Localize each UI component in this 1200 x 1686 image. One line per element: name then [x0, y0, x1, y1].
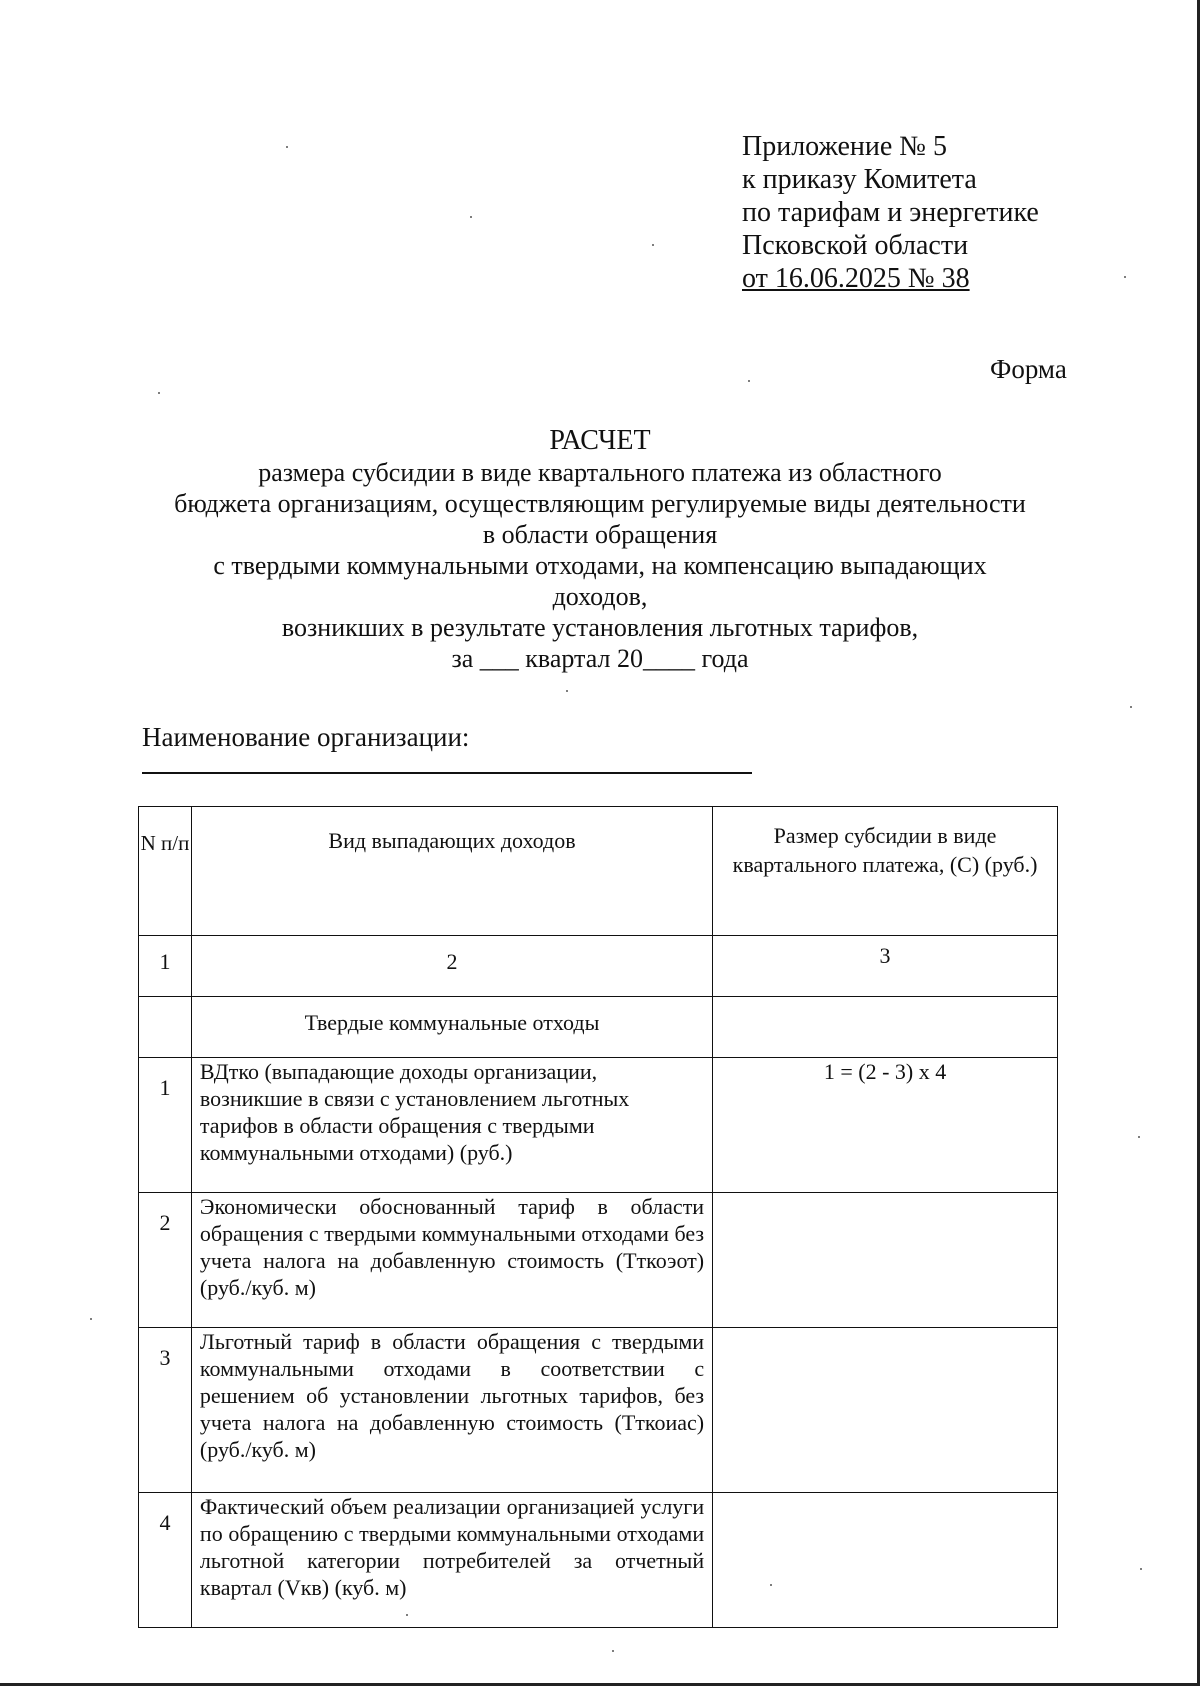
title-heading: РАСЧЕТ	[549, 425, 651, 456]
row-formula	[713, 1058, 1058, 1193]
scan-speck	[1124, 276, 1126, 278]
table-row	[139, 1493, 1058, 1628]
formula-text: 1 = (2 - 3) x 4	[823, 1059, 947, 1084]
section-empty-cell	[139, 997, 192, 1058]
table-row	[139, 1328, 1058, 1493]
title-line: возникших в результате установления льготных тарифов,	[281, 613, 919, 642]
column-number-3: 3	[713, 936, 1058, 997]
organization-label: Наименование организации:	[142, 722, 470, 752]
title-line: в области обращения	[482, 520, 718, 549]
approval-date-number: от 16.06.2025 № 38	[742, 263, 970, 294]
row-number: 2	[139, 1193, 192, 1328]
row-number: 3	[139, 1328, 192, 1493]
table-header-row	[139, 807, 1058, 936]
title-line: бюджета организациям, осуществляющим регулируемые виды деятельности	[174, 489, 1026, 518]
organization-blank-line	[142, 772, 752, 774]
approval-line: к приказу Комитета	[742, 164, 977, 195]
scan-speck	[770, 1584, 772, 1586]
scan-speck	[158, 392, 160, 394]
scan-speck	[748, 380, 750, 382]
header-number: N п/п	[139, 807, 192, 936]
row-number: 1	[139, 1058, 192, 1193]
section-title: Твердые коммунальные отходы	[191, 997, 712, 1058]
approval-line: Псковской области	[742, 230, 969, 261]
approval-line: Приложение № 5	[742, 131, 947, 162]
scan-speck	[470, 216, 472, 218]
row-number: 4	[139, 1493, 192, 1628]
row-description: Экономически обоснованный тариф в области обращения с твердыми коммунальными отходами без учета налога на добавленную стоимость (Тткоэот) (руб./куб. м)	[191, 1193, 712, 1328]
scan-speck	[1130, 706, 1132, 708]
approval-block	[742, 130, 1039, 295]
row-value-empty	[713, 1193, 1058, 1328]
section-empty-cell	[713, 997, 1058, 1058]
scan-speck	[566, 690, 568, 692]
title-line: с твердыми коммунальными отходами, на компенсацию выпадающих	[213, 551, 987, 580]
scan-speck	[90, 1318, 92, 1320]
column-number-2: 2	[191, 936, 712, 997]
scan-speck	[286, 146, 288, 148]
scan-speck	[1138, 1136, 1140, 1138]
title-line: за ___ квартал 20____ года	[451, 644, 749, 673]
approval-line: по тарифам и энергетике	[742, 197, 1039, 228]
row-description: Льготный тариф в области обращения с твердыми коммунальными отходами в соответствии с решением об установлении льготных тарифов, без учета налога на добавленную стоимость (Тткоиас) (руб./куб. м)	[191, 1328, 712, 1493]
row-value-empty	[713, 1328, 1058, 1493]
subsidy-table	[138, 806, 1058, 1628]
header-income-type: Вид выпадающих доходов	[191, 807, 712, 936]
scan-speck	[406, 1614, 408, 1616]
scan-speck	[1140, 1568, 1142, 1570]
scan-speck	[612, 1650, 614, 1652]
form-label: Форма	[990, 354, 1067, 384]
table-row	[139, 1058, 1058, 1193]
header-subsidy-amount: Размер субсидии в виде квартального платежа, (С) (руб.)	[713, 807, 1058, 936]
table-section-row	[139, 997, 1058, 1058]
column-number-1: 1	[139, 936, 192, 997]
title-line: доходов,	[552, 582, 648, 611]
row-value-empty	[713, 1493, 1058, 1628]
scan-speck	[652, 244, 654, 246]
row-description: Фактический объем реализации организацией услуги по обращению с твердыми коммунальными отходами льготной категории потребителей за отчетный квартал (Vкв) (куб. м)	[191, 1493, 712, 1628]
table-row	[139, 1193, 1058, 1328]
document-title	[100, 425, 1100, 674]
title-line: размера субсидии в виде квартального платежа из областного	[258, 458, 942, 487]
row-description: ВДтко (выпадающие доходы организации, возникшие в связи с установлением льготных тарифов в области обращения с твердыми коммунальными отходами) (руб.)	[191, 1058, 712, 1193]
table-numbering-row	[139, 936, 1058, 997]
